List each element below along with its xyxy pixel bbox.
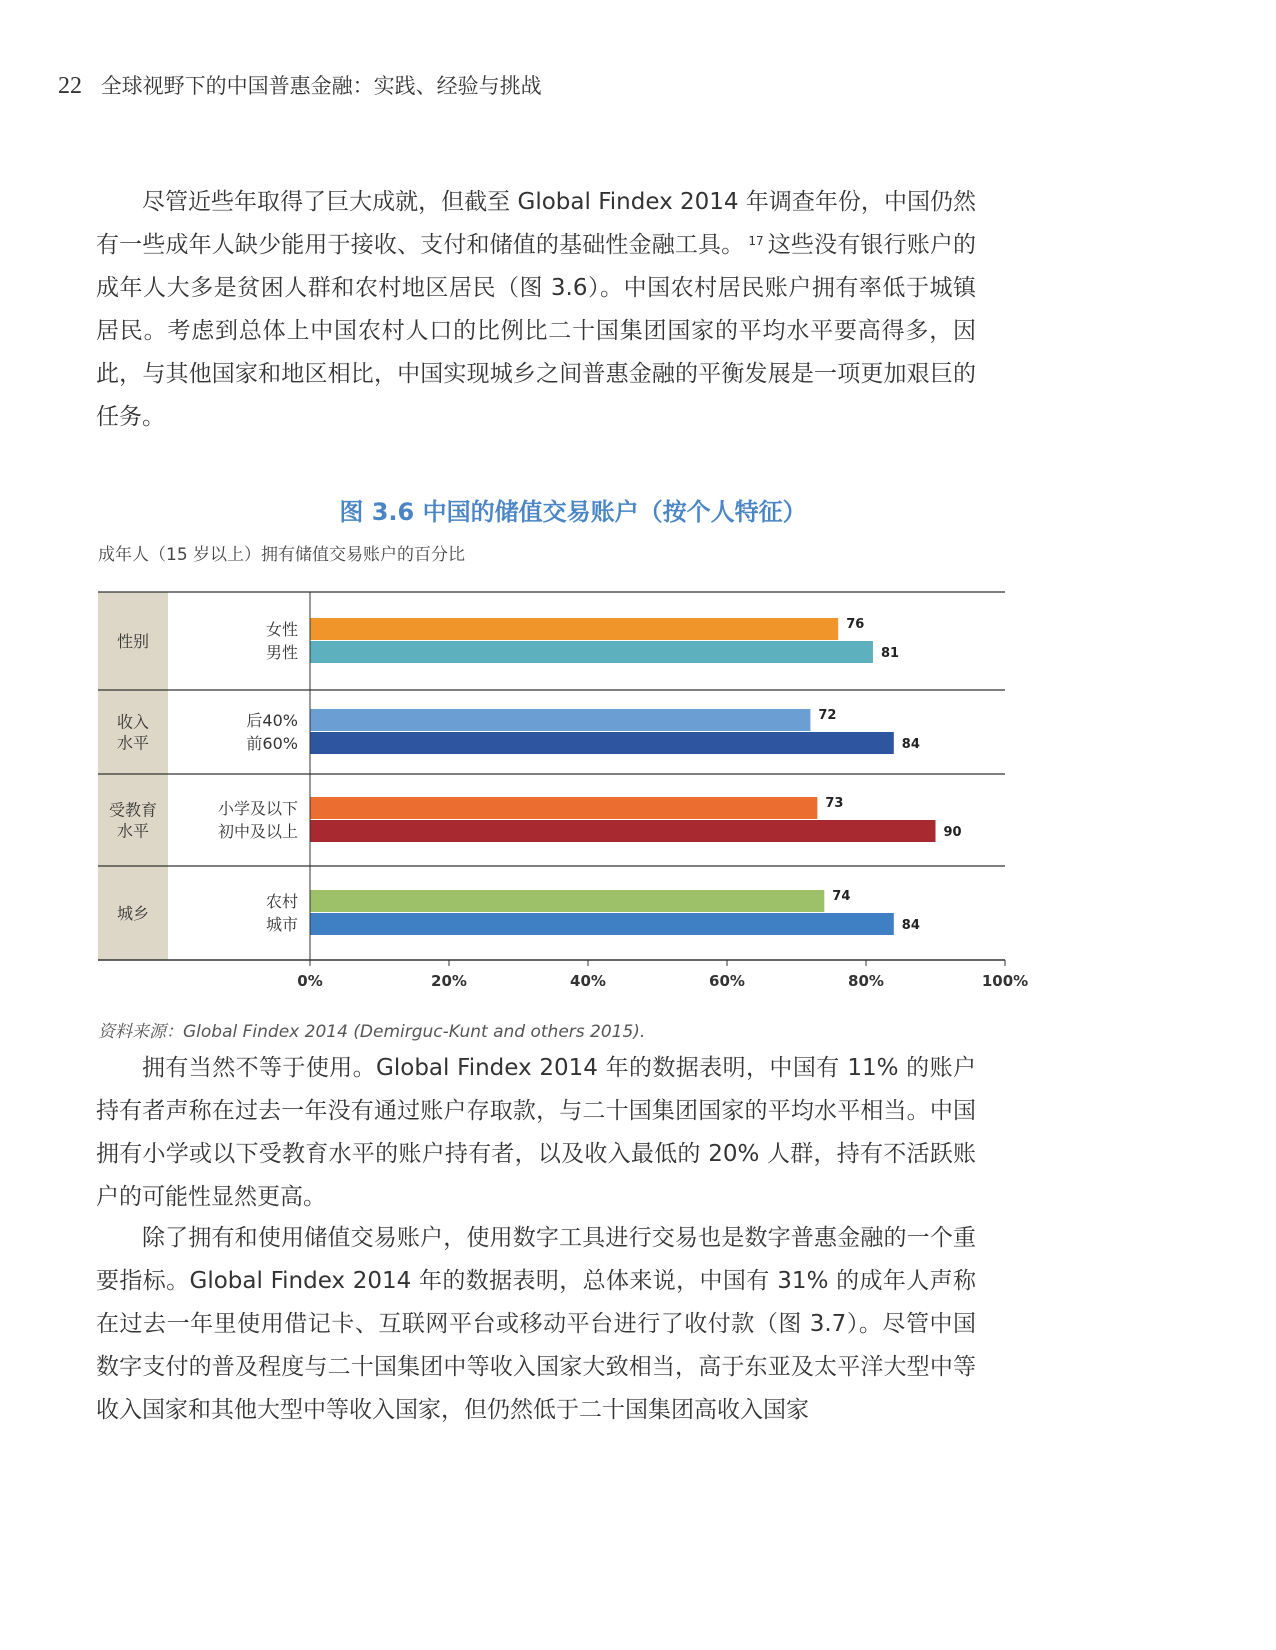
bar bbox=[310, 797, 817, 819]
data-label: 84 bbox=[901, 737, 920, 752]
x-tick-label: 80% bbox=[848, 972, 884, 990]
bar-label: 女性 bbox=[265, 620, 298, 639]
bar-label: 小学及以下 bbox=[217, 799, 298, 818]
data-label: 90 bbox=[943, 825, 962, 840]
paragraph-2 bbox=[96, 1047, 976, 1219]
figure-subtitle: 成年人（15 岁以上）拥有储值交易账户的百分比 bbox=[98, 545, 466, 565]
page-number: 22 bbox=[58, 73, 82, 99]
x-tick-label: 60% bbox=[709, 972, 745, 990]
group-label: 性别 bbox=[116, 632, 150, 651]
data-label: 73 bbox=[825, 796, 844, 811]
bar bbox=[310, 709, 810, 731]
figure-source: 资料来源：Global Findex 2014 (Demirguc-Kunt and others 2015). bbox=[98, 1022, 646, 1042]
x-tick-label: 100% bbox=[981, 972, 1029, 990]
x-tick-label: 0% bbox=[297, 972, 323, 990]
data-label: 84 bbox=[901, 918, 920, 933]
x-tick-label: 20% bbox=[431, 972, 467, 990]
data-label: 81 bbox=[880, 646, 900, 661]
paragraph-3-text: 除了拥有和使用储值交易账户，使用数字工具进行交易也是数字普惠金融的一个重要指标。Global Findex 2014 年的数据表明，总体来说，中国有 31% 的成年人声称在过去一年里使用借记卡、互联网平台或移动平台进行了收付款（图 3.7）。尽管中国数字支付的普及程度与二十国集团中等收入国家大致相当，高于东亚及太平洋大型中等收入国家和其他大型中等收入国家，但仍然低于二十国集团高收入国家 bbox=[96, 1225, 976, 1423]
bar-label: 后40% bbox=[246, 711, 298, 730]
bar bbox=[310, 618, 838, 640]
bar-label: 农村 bbox=[265, 892, 298, 911]
bar-label: 初中及以上 bbox=[217, 822, 298, 841]
group-label: 城乡 bbox=[116, 904, 150, 923]
x-tick-label: 40% bbox=[570, 972, 606, 990]
bar-label: 前60% bbox=[246, 734, 298, 753]
paragraph-1-text-b: 这些没有银行账户的成年人大多是贫困人群和农村地区居民（图 3.6）。中国农村居民账户拥有率低于城镇居民。考虑到总体上中国农村人口的比例比二十国集团国家的平均水平要高得多，因此，与其他国家和地区相比，中国实现城乡之间普惠金融的平衡发展是一项更加艰巨的任务。 bbox=[96, 232, 977, 430]
bar bbox=[310, 732, 894, 754]
bar bbox=[310, 890, 824, 912]
group-label: 受教育 bbox=[108, 800, 158, 820]
group-label: 收入 bbox=[116, 712, 150, 732]
data-label: 72 bbox=[818, 708, 837, 723]
book-title: 全球视野下的中国普惠金融：实践、经验与挑战 bbox=[100, 74, 542, 98]
data-label: 74 bbox=[832, 889, 851, 904]
paragraph-3 bbox=[96, 1217, 976, 1432]
group-label: 水平 bbox=[116, 733, 150, 753]
data-label: 76 bbox=[846, 617, 865, 632]
paragraph-2-text: 拥有当然不等于使用。Global Findex 2014 年的数据表明，中国有 11% 的账户持有者声称在过去一年没有通过账户存取款，与二十国集团国家的平均水平相当。中国拥有小学或以下受教育水平的账户持有者，以及收入最低的 20% 人群，持有不活跃账户的可能性显然更高。 bbox=[96, 1055, 976, 1210]
bar bbox=[310, 820, 936, 842]
bar bbox=[310, 913, 894, 935]
footnote-marker[interactable]: 17 bbox=[748, 234, 764, 248]
figure-title: 图 3.6 中国的储值交易账户（按个人特征） bbox=[339, 498, 807, 526]
group-label: 水平 bbox=[116, 821, 150, 841]
bar-label: 男性 bbox=[265, 643, 298, 662]
bar bbox=[310, 641, 873, 663]
bar-label: 城市 bbox=[265, 915, 298, 934]
paragraph-1-text-a: 尽管近些年取得了巨大成就，但截至 Global Findex 2014 年调查年份，中国仍然有一些成年人缺少能用于接收、支付和储值的基础性金融工具。 bbox=[96, 189, 976, 258]
